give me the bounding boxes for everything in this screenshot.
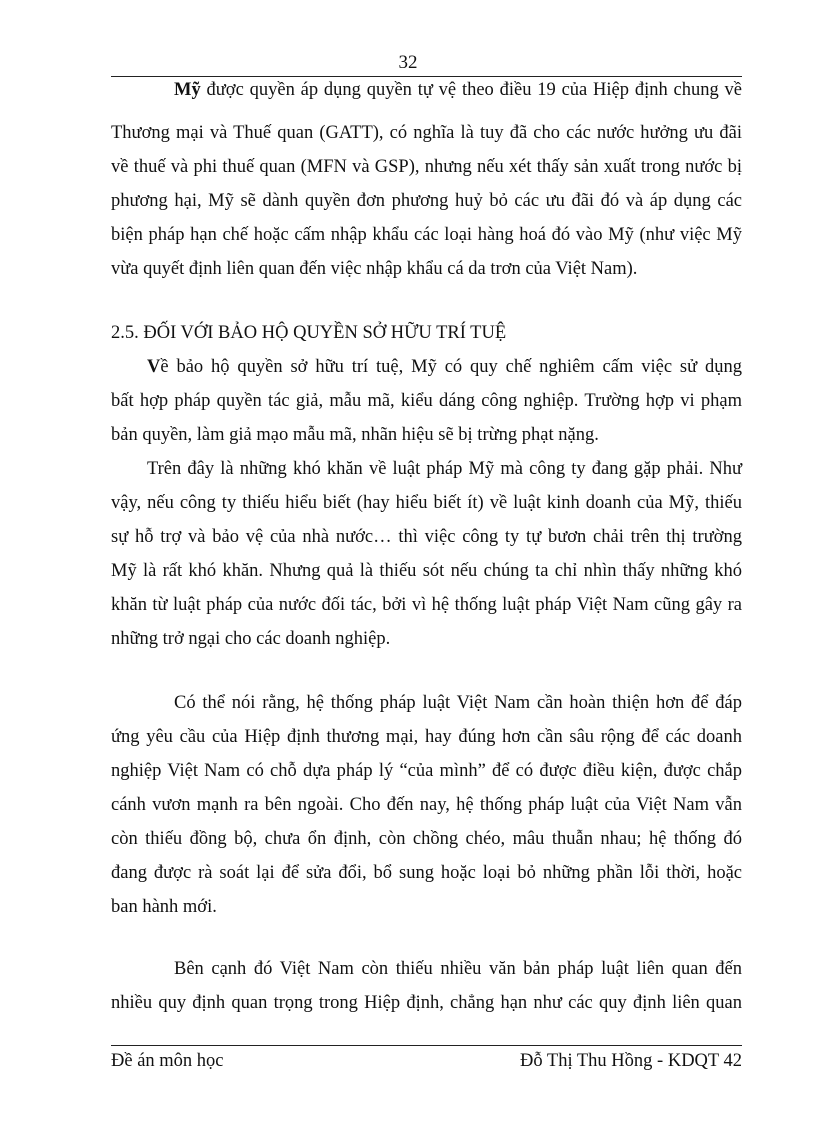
paragraph-text: được quyền áp dụng quyền tự vệ theo điều 19 của Hiệp định chung về [200, 80, 742, 100]
footer-rule [111, 1045, 742, 1046]
header-rule [111, 76, 742, 77]
paragraph-line: Mỹ là rất khó khăn. Nhưng quả là thiếu sót nếu chúng ta chỉ nhìn thấy những khó [111, 561, 742, 581]
paragraph-line: những trở ngại cho các doanh nghiệp. [111, 629, 391, 649]
paragraph-line: Thương mại và Thuế quan (GATT), có nghĩa là tuy đã cho các nước hưởng ưu đãi [111, 123, 742, 143]
emphasized-word: Mỹ [174, 80, 201, 100]
paragraph-line: khăn từ luật pháp của nước đối tác, bởi vì hệ thống luật pháp Việt Nam cũng gây ra [111, 595, 742, 615]
paragraph-line: nhiều quy định quan trọng trong Hiệp định, chẳng hạn như các quy định liên quan [111, 993, 742, 1013]
footer-author: Đỗ Thị Thu Hồng - KDQT 42 [520, 1051, 742, 1071]
paragraph-line: Có thể nói rằng, hệ thống pháp luật Việt Nam cần hoàn thiện hơn để đáp [174, 693, 742, 713]
paragraph-line: ban hành mới. [111, 897, 217, 917]
paragraph-line: nghiệp Việt Nam có chỗ dựa pháp lý “của mình” để có được điều kiện, được chắp [111, 761, 742, 781]
paragraph-line: còn thiếu đồng bộ, chưa ổn định, còn chồng chéo, mâu thuẫn nhau; hệ thống đó [111, 829, 742, 849]
section-heading: 2.5. ĐỐI VỚI BẢO HỘ QUYỀN SỞ HỮU TRÍ TUỆ [111, 323, 507, 343]
paragraph-line [111, 356, 742, 378]
paragraph-line: cánh vươn mạnh ra bên ngoài. Cho đến nay, hệ thống pháp luật của Việt Nam vẫn [111, 795, 742, 815]
paragraph-line: Trên đây là những khó khăn về luật pháp Mỹ mà công ty đang gặp phải. Như [147, 459, 742, 479]
page-number: 32 [398, 52, 418, 73]
paragraph-line: bản quyền, làm giả mạo mẫu mã, nhãn hiệu sẽ bị trừng phạt nặng. [111, 425, 599, 445]
emphasized-letter: V [147, 357, 161, 377]
paragraph-line [111, 79, 742, 101]
paragraph-text: ề bảo hộ quyền sở hữu trí tuệ, Mỹ có quy chế nghiêm cấm việc sử dụng [160, 357, 742, 377]
paragraph-line: đang được rà soát lại để sửa đổi, bổ sung hoặc loại bỏ những phần lỗi thời, hoặc [111, 863, 742, 883]
paragraph-line: bất hợp pháp quyền tác giả, mẫu mã, kiểu dáng công nghiệp. Trường hợp vi phạm [111, 391, 742, 411]
paragraph-line: Bên cạnh đó Việt Nam còn thiếu nhiều văn bản pháp luật liên quan đến [174, 959, 742, 979]
footer-course-label: Đề án môn học [111, 1051, 224, 1071]
paragraph-line: phương hại, Mỹ sẽ dành quyền đơn phương huỷ bỏ các ưu đãi đó và áp dụng các [111, 191, 742, 211]
paragraph-line: vậy, nếu công ty thiếu hiểu biết (hay hiểu biết ít) về luật kinh doanh của Mỹ, thiếu [111, 493, 742, 513]
paragraph-line: sự hỗ trợ và bảo vệ của nhà nước… thì việc công ty tự bươn chải trên thị trường [111, 527, 742, 547]
paragraph-line: ứng yêu cầu của Hiệp định thương mại, hay đúng hơn cần sâu rộng để các doanh [111, 727, 742, 747]
paragraph-line: về thuế và phi thuế quan (MFN và GSP), nhưng nếu xét thấy sản xuất trong nước bị [111, 157, 742, 177]
paragraph-line: biện pháp hạn chế hoặc cấm nhập khẩu các loại hàng hoá đó vào Mỹ (như việc Mỹ [111, 225, 742, 245]
paragraph-line: vừa quyết định liên quan đến việc nhập khẩu cá da trơn của Việt Nam). [111, 259, 638, 279]
